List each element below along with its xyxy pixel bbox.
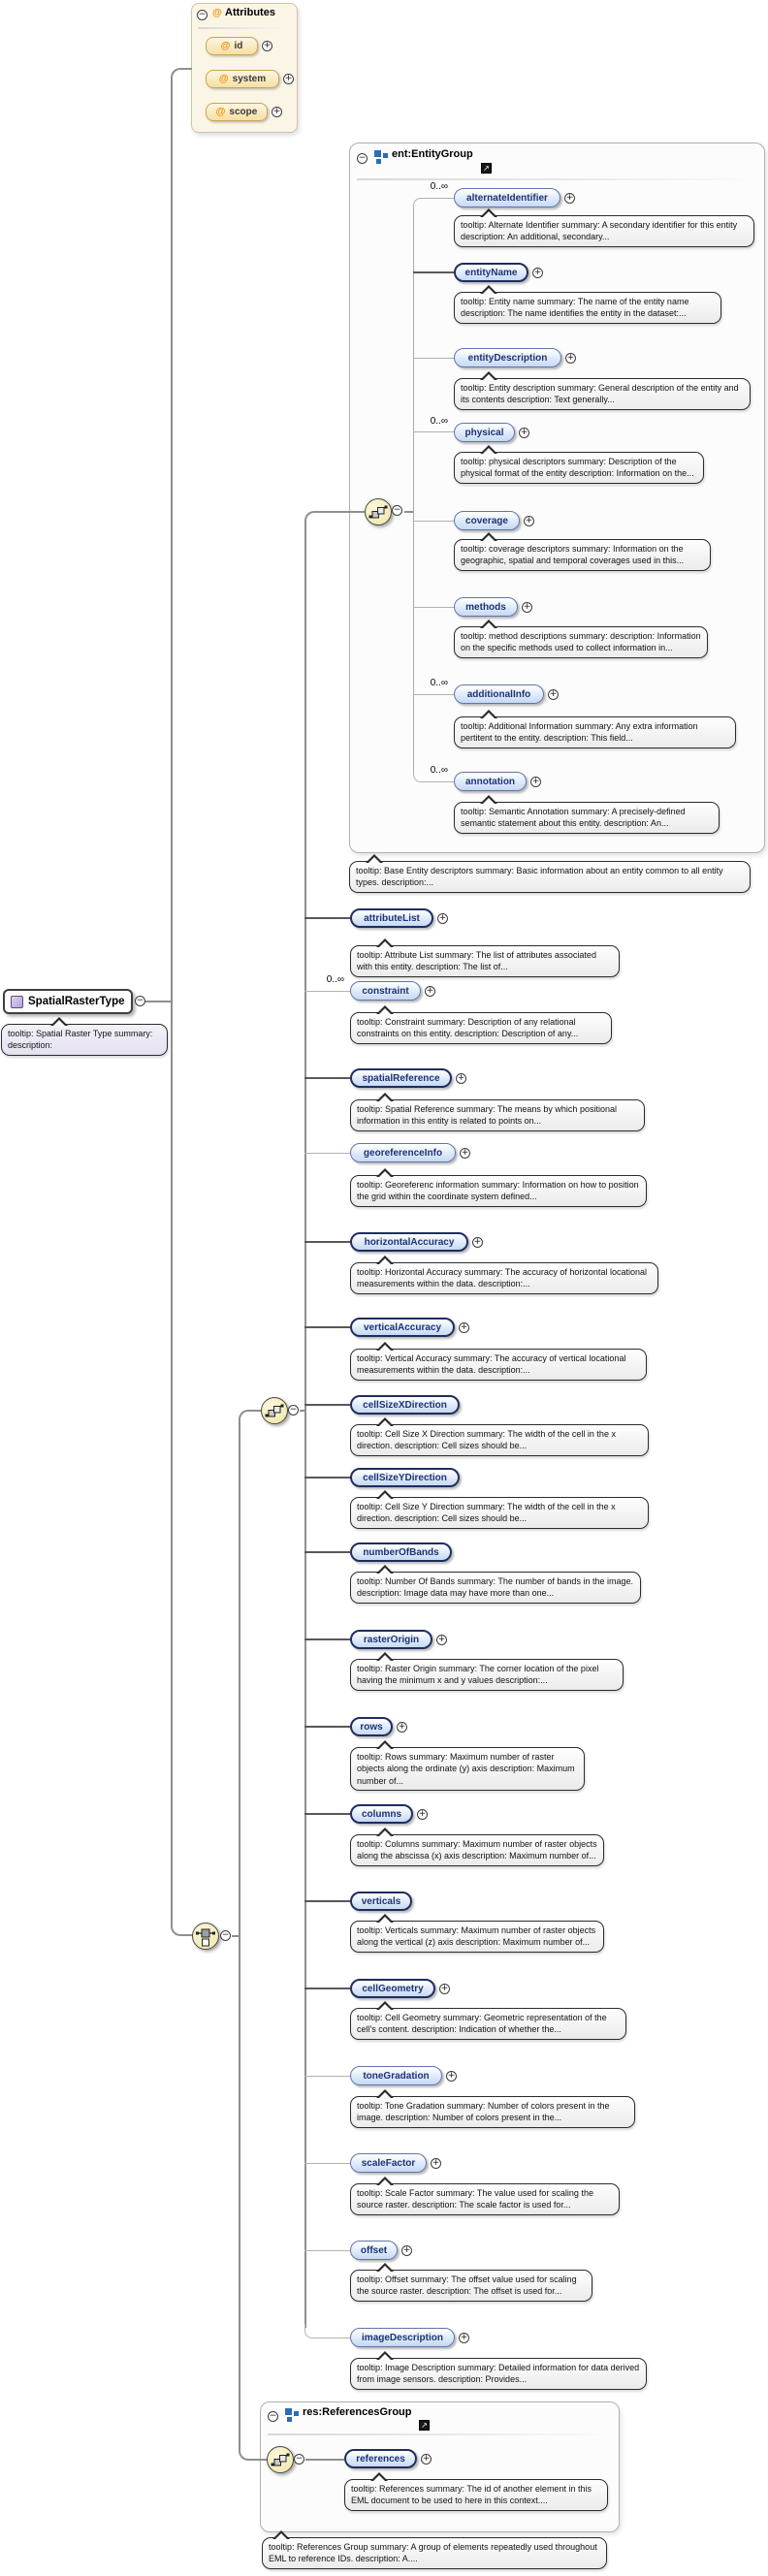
expand-icon[interactable]: +	[426, 986, 434, 996]
collapse-icon[interactable]: −	[295, 2454, 304, 2464]
expand-icon[interactable]: +	[460, 1322, 468, 1332]
connector-additionalInfo	[413, 694, 454, 695]
element-SpatialRasterType[interactable]	[3, 989, 133, 1014]
element-cellSizeXDirection[interactable]: cellSizeXDirection	[350, 1395, 460, 1415]
occurrence-label: 0..∞	[326, 974, 344, 985]
connector-trunk-sequence	[304, 525, 306, 2328]
expand-icon[interactable]: +	[533, 268, 542, 277]
connector-verticalAccuracy	[304, 1326, 350, 1328]
connector-cellSizeXDirection	[304, 1404, 350, 1406]
expand-icon[interactable]: +	[520, 428, 528, 437]
expand-icon[interactable]: +	[460, 2333, 468, 2342]
tooltip-columns	[350, 1834, 604, 1866]
tooltip-text: tooltip: Number Of Bands summary: The number of bands in the image. description: Image data may have more than one...	[357, 1576, 633, 1599]
connector	[404, 511, 413, 513]
expand-icon[interactable]: +	[437, 1635, 446, 1644]
connector-corner	[171, 68, 192, 85]
occurrence-label: 0..∞	[430, 181, 448, 192]
divider	[268, 2433, 609, 2435]
element-attributeList[interactable]: attributeList	[350, 908, 433, 928]
tooltip-text: tooltip: Constraint summary: Description of any relational constraints on this entity. description: Description of any...	[357, 1017, 579, 1039]
divider	[357, 178, 754, 180]
connector-corner	[239, 2449, 268, 2461]
element-rows[interactable]: rows	[350, 1717, 393, 1736]
tooltip-text: tooltip: Image Description summary: Detailed information for data derived from image sensors. description: Provides...	[357, 2363, 640, 2385]
connector-trunk-root	[171, 83, 173, 1925]
tooltip-additionalInfo	[454, 716, 736, 748]
tooltip-text: tooltip: Entity description summary: General description of the entity and its contents description: Text generally...	[461, 383, 739, 405]
connector-georeferenceInfo	[304, 1153, 350, 1154]
connector-entityDescription	[413, 358, 454, 359]
at-icon: @	[218, 74, 229, 84]
connector-rows	[304, 1726, 350, 1728]
attributes-panel-title: Attributes	[225, 7, 275, 18]
tooltip-text: tooltip: Offset summary: The offset value used for scaling the source raster. description: The offset is used for...	[357, 2274, 577, 2297]
tooltip-text: tooltip: Attribute List summary: The list of attributes associated with this entity. description: The list of...	[357, 950, 596, 972]
attribute-label: system	[232, 74, 267, 84]
tooltip-text: tooltip: Base Entity descriptors summary: Basic information about an entity common to all entity types. description:...	[356, 866, 723, 888]
element-cellGeometry[interactable]: cellGeometry	[350, 1979, 435, 1998]
element-alternateIdentifier[interactable]: alternateIdentifier	[454, 188, 560, 207]
connector-spatialReference	[304, 1077, 350, 1079]
expand-icon[interactable]: +	[566, 353, 575, 363]
tooltip-physical	[454, 452, 704, 484]
element-coverage[interactable]: coverage	[454, 511, 520, 530]
tooltip-rows	[350, 1747, 585, 1791]
tooltip-spatialReference	[350, 1099, 645, 1131]
references-group-title: res:ReferencesGroup	[303, 2406, 412, 2418]
sequence-icon[interactable]	[261, 1397, 288, 1424]
connector-rasterOrigin	[304, 1638, 350, 1640]
connector-toneGradation	[304, 2076, 350, 2077]
element-columns[interactable]: columns	[350, 1804, 413, 1824]
tooltip-text: tooltip: Cell Size X Direction summary: The width of the cell in the x direction. description: Cell sizes should be...	[357, 1429, 616, 1451]
tooltip-text: tooltip: Semantic Annotation summary: A precisely-defined semantic statement about this entity. description: An...	[461, 807, 686, 829]
attribute-system[interactable]	[206, 70, 279, 88]
tooltip-horizontalAccuracy	[350, 1262, 658, 1294]
jump-to-definition-icon[interactable]: ↗	[419, 2420, 430, 2431]
connector-attributeList	[304, 917, 350, 919]
connector-corner	[413, 198, 455, 210]
at-icon: @	[220, 41, 231, 51]
root-label: SpatialRasterType	[28, 996, 125, 1007]
element-rasterOrigin[interactable]: rasterOrigin	[350, 1630, 432, 1649]
tooltip-text: tooltip: Columns summary: Maximum number of raster objects along the abscissa (x) axis description: Maximum number of...	[357, 1839, 597, 1861]
tooltip-text: tooltip: physical descriptors summary: Description of the physical format of the entity description: Information on the...	[461, 457, 694, 479]
collapse-icon[interactable]: −	[289, 1405, 298, 1415]
tooltip-verticals	[350, 1921, 604, 1953]
connector-corner	[304, 511, 366, 526]
element-references[interactable]: references	[344, 2449, 417, 2468]
element-cellSizeYDirection[interactable]: cellSizeYDirection	[350, 1468, 460, 1487]
expand-icon[interactable]: +	[461, 1148, 469, 1158]
complex-type-icon	[11, 996, 23, 1008]
divider	[198, 27, 291, 29]
connector-physical	[413, 431, 454, 432]
collapse-icon[interactable]: −	[136, 996, 144, 1005]
occurrence-label: 0..∞	[430, 765, 448, 776]
jump-to-definition-icon[interactable]: ↗	[481, 163, 492, 174]
element-entityDescription[interactable]: entityDescription	[454, 348, 561, 367]
connector-root	[145, 1001, 171, 1002]
expand-icon[interactable]: +	[457, 1073, 465, 1083]
tooltip-constraint	[350, 1012, 612, 1044]
tooltip-entityDescription	[454, 378, 751, 410]
connector-scaleFactor	[304, 2163, 350, 2164]
element-scaleFactor[interactable]: scaleFactor	[350, 2153, 427, 2173]
expand-icon[interactable]: +	[473, 1237, 482, 1247]
expand-icon[interactable]: +	[525, 516, 533, 525]
expand-icon[interactable]: +	[402, 2245, 411, 2255]
at-icon: @	[212, 8, 222, 18]
expand-icon[interactable]: +	[432, 2158, 440, 2168]
tooltip-text: tooltip: Georeferenc information summary: Information on how to position the grid within the coordinate system defined...	[357, 1180, 639, 1202]
connector-horizontalAccuracy	[304, 1241, 350, 1243]
entity-group-title: ent:EntityGroup	[392, 148, 473, 160]
tooltip-references	[344, 2479, 608, 2511]
collapse-icon[interactable]: −	[269, 2411, 277, 2421]
expand-icon[interactable]: +	[418, 1809, 427, 1819]
expand-icon[interactable]: +	[447, 2071, 456, 2081]
connector-numberOfBands	[304, 1551, 350, 1553]
connector-columns	[304, 1813, 350, 1815]
tooltip-georeferenceInfo	[350, 1175, 647, 1207]
tooltip-text: tooltip: References summary: The id of another element in this EML document to be used to here in this context....	[351, 2484, 592, 2506]
tooltip-cellSizeYDirection	[350, 1497, 649, 1529]
tooltip-text: tooltip: References Group summary: A group of elements repeatedly used throughout EML to reference IDs. description: A....	[269, 2542, 597, 2564]
references-group-box	[260, 2401, 620, 2532]
connector-offset	[304, 2250, 350, 2251]
attribute-label: scope	[229, 107, 258, 117]
tooltip-text: tooltip: coverage descriptors summary: Information on the geographic, spatial and temporal coverages used in this...	[461, 544, 685, 566]
connector-constraint	[304, 991, 350, 992]
expand-icon[interactable]: +	[284, 74, 293, 83]
expand-icon[interactable]: +	[531, 777, 540, 786]
connector-coverage	[413, 521, 454, 522]
element-verticalAccuracy[interactable]: verticalAccuracy	[350, 1318, 455, 1337]
element-numberOfBands[interactable]: numberOfBands	[350, 1542, 452, 1562]
tooltip-text: tooltip: Horizontal Accuracy summary: The accuracy of horizontal locational measurements within the data. description:...	[357, 1267, 647, 1289]
connector-trunk-choice	[239, 1423, 240, 2451]
connector-entityName	[413, 271, 454, 273]
tooltip-numberOfBands	[350, 1572, 641, 1604]
tooltip-alternateIdentifier	[454, 215, 754, 247]
occurrence-label: 0..∞	[430, 416, 448, 427]
element-annotation[interactable]: annotation	[454, 772, 527, 791]
element-horizontalAccuracy[interactable]: horizontalAccuracy	[350, 1232, 468, 1252]
tooltip-imageDescription	[350, 2358, 647, 2390]
tooltip-methods	[454, 626, 708, 658]
at-icon: @	[215, 107, 226, 117]
tooltip-text: tooltip: Verticals summary: Maximum number of raster objects along the vertical (z) axis description: Maximum number of...	[357, 1925, 596, 1948]
element-methods[interactable]: methods	[454, 597, 518, 617]
tooltip-attributeList	[350, 945, 620, 977]
expand-icon[interactable]: +	[422, 2454, 431, 2464]
expand-icon[interactable]: +	[565, 193, 574, 203]
tooltip-text: tooltip: Entity name summary: The name of the entity name description: The name identifies the entity in the dataset:...	[461, 297, 689, 319]
tooltip-text: tooltip: Raster Origin summary: The corner location of the pixel having the minimum x and y values description:...	[357, 1664, 599, 1686]
connector-corner	[239, 1410, 262, 1425]
expand-icon[interactable]: +	[398, 1722, 406, 1732]
attribute-label: id	[234, 41, 243, 51]
tooltip-text: tooltip: Spatial Reference summary: The means by which positional information in this entity is related to points on...	[357, 1104, 617, 1127]
tooltip-entityName	[454, 292, 721, 324]
tooltip-cellSizeXDirection	[350, 1424, 649, 1456]
expand-icon[interactable]: +	[440, 1984, 449, 1993]
element-offset[interactable]: offset	[350, 2241, 398, 2260]
collapse-icon[interactable]: −	[198, 10, 207, 19]
connector-methods	[413, 607, 454, 608]
element-verticals[interactable]: verticals	[350, 1892, 412, 1911]
attribute-id[interactable]	[206, 37, 258, 55]
tooltip-annotation	[454, 802, 720, 834]
sequence-icon[interactable]	[267, 2446, 294, 2473]
element-constraint[interactable]: constraint	[350, 981, 421, 1001]
choice-icon[interactable]	[192, 1923, 219, 1950]
tooltip-references-group	[262, 2537, 607, 2569]
expand-icon[interactable]: +	[549, 689, 558, 699]
collapse-icon[interactable]: −	[358, 153, 367, 163]
element-toneGradation[interactable]: toneGradation	[350, 2066, 442, 2085]
tooltip-entity-group	[349, 861, 751, 893]
element-additionalInfo[interactable]: additionalInfo	[454, 684, 544, 704]
connector-references	[305, 2459, 344, 2461]
tooltip-text: tooltip: Alternate Identifier summary: A secondary identifier for this entity description: An additional, secondary...	[461, 220, 738, 242]
tooltip-text: tooltip: Rows summary: Maximum number of raster objects along the ordinate (y) axis description: Maximum number of...	[357, 1752, 575, 1786]
tooltip-offset	[350, 2270, 592, 2302]
tooltip-text: tooltip: Additional Information summary: Any extra information pertitent to the entity. description: This field...	[461, 721, 698, 744]
sequence-icon[interactable]	[365, 498, 392, 525]
connector-corner	[171, 1916, 193, 1936]
element-physical[interactable]: physical	[454, 423, 515, 442]
connector-corner	[304, 2324, 351, 2338]
tooltip-rasterOrigin	[350, 1659, 624, 1691]
group-icon	[374, 150, 388, 164]
connector-verticals	[304, 1900, 350, 1902]
expand-icon[interactable]: +	[438, 913, 447, 923]
tooltip-scaleFactor	[350, 2183, 620, 2215]
group-icon	[285, 2408, 299, 2422]
attribute-scope[interactable]	[206, 103, 268, 121]
tooltip-text: tooltip: Cell Geometry summary: Geometric representation of the cell's content. description: Indication of whether the...	[357, 2013, 607, 2035]
tooltip-notch	[50, 1017, 68, 1026]
tooltip-verticalAccuracy	[350, 1349, 647, 1381]
expand-icon[interactable]: +	[523, 602, 531, 612]
tooltip-text: tooltip: Spatial Raster Type summary: description:	[8, 1029, 153, 1051]
expand-icon[interactable]: +	[263, 41, 272, 50]
connector-cellGeometry	[304, 1988, 350, 1989]
connector-cellSizeYDirection	[304, 1477, 350, 1479]
collapse-icon[interactable]: −	[393, 505, 401, 515]
tooltip-coverage	[454, 539, 711, 571]
tooltip-cellGeometry	[350, 2008, 626, 2040]
occurrence-label: 0..∞	[430, 678, 448, 688]
tooltip-SpatialRasterType	[1, 1024, 168, 1056]
tooltip-text: tooltip: method descriptions summary: description: Information on the specific methods used to collect information in...	[461, 631, 701, 653]
element-imageDescription[interactable]: imageDescription	[350, 2328, 455, 2347]
element-georeferenceInfo[interactable]: georeferenceInfo	[350, 1143, 456, 1162]
tooltip-text: tooltip: Cell Size Y Direction summary: The width of the cell in the x direction. description: Cell sizes should be...	[357, 1502, 616, 1524]
expand-icon[interactable]: +	[272, 107, 281, 116]
tooltip-text: tooltip: Scale Factor summary: The value used for scaling the source raster. description: The scale factor is used for...	[357, 2188, 593, 2210]
tooltip-text: tooltip: Tone Gradation summary: Number of colors present in the image. description: Number of colors present in the...	[357, 2101, 610, 2123]
tooltip-toneGradation	[350, 2096, 635, 2128]
element-spatialReference[interactable]: spatialReference	[350, 1068, 452, 1088]
element-entityName[interactable]: entityName	[454, 263, 528, 282]
collapse-icon[interactable]: −	[221, 1930, 230, 1940]
tooltip-text: tooltip: Vertical Accuracy summary: The accuracy of vertical locational measurements within the data. description:...	[357, 1353, 626, 1376]
